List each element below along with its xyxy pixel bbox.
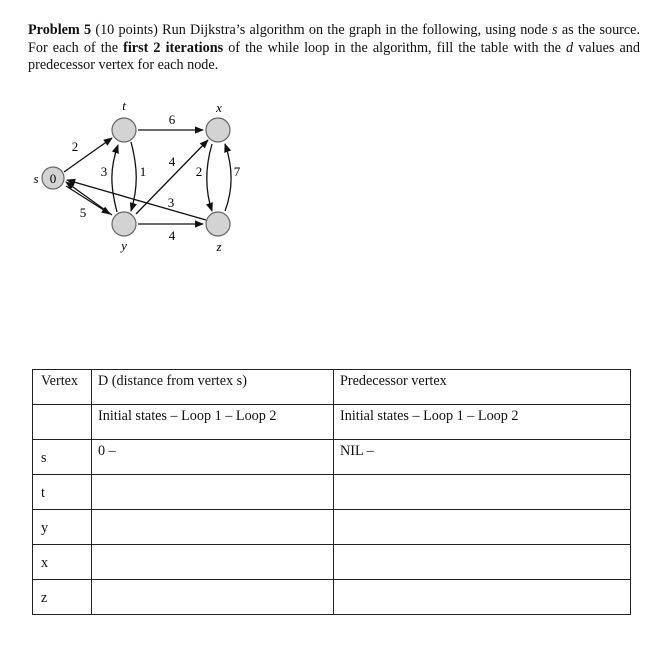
weight-y-x: 4	[168, 154, 176, 169]
problem-text-a: Run Dijkstra’s algorithm on the graph in the following, using node	[157, 22, 553, 38]
node-x-label: x	[216, 100, 222, 115]
predecessor-cell[interactable]	[334, 510, 630, 513]
distance-cell[interactable]: 0 –	[98, 443, 116, 459]
header-row	[33, 370, 631, 405]
vertex-cell: x	[41, 555, 49, 571]
predecessor-cell[interactable]	[334, 580, 630, 583]
table-row	[33, 510, 631, 545]
iterations-emphasis: first 2 iterations	[123, 39, 224, 56]
edge-y-t	[112, 145, 118, 212]
node-s-label: s	[33, 171, 39, 186]
node-t	[112, 118, 136, 142]
vertex-cell: y	[41, 520, 49, 536]
distance-cell[interactable]	[92, 545, 333, 548]
distance-cell[interactable]	[92, 510, 333, 513]
node-s-value: 0	[49, 171, 57, 186]
node-y-label: y	[121, 238, 127, 253]
node-x	[206, 118, 230, 142]
table-row	[33, 545, 631, 580]
problem-text-b: as the source. For each of the	[28, 22, 641, 56]
weight-t-y: 1	[139, 164, 147, 179]
node-z	[206, 212, 230, 236]
node-z-label: z	[216, 239, 222, 254]
weight-z-x: 7	[233, 164, 241, 179]
header-predecessor: Predecessor vertex	[340, 373, 447, 389]
subheader-vertex	[33, 405, 91, 408]
problem-label: Problem 5	[28, 22, 92, 38]
problem-text-d: values and predecessor vertex for each node.	[28, 39, 640, 73]
table-row	[33, 475, 631, 510]
table-row	[33, 440, 631, 475]
header-vertex: Vertex	[41, 373, 79, 389]
distance-cell[interactable]	[92, 580, 333, 583]
distance-cell[interactable]	[92, 475, 333, 478]
dijkstra-table	[32, 369, 631, 615]
vertex-cell: t	[41, 485, 45, 501]
weight-y-s: 3	[100, 164, 108, 179]
problem-points: (10 points)	[95, 22, 158, 38]
predecessor-cell[interactable]	[334, 475, 630, 478]
vertex-cell: z	[41, 590, 48, 606]
edge-z-x	[225, 144, 231, 211]
weight-t-x: 6	[168, 112, 176, 127]
node-t-label: t	[122, 98, 126, 113]
weight-s-t: 2	[71, 139, 79, 154]
predecessor-cell[interactable]: NIL –	[340, 443, 374, 459]
subheader-predecessor: Initial states – Loop 1 – Loop 2	[340, 408, 519, 424]
weight-z-s: 3	[167, 195, 175, 210]
edge-x-z	[207, 144, 212, 211]
subheader-distance: Initial states – Loop 1 – Loop 2	[98, 408, 277, 424]
header-distance: D (distance from vertex s)	[98, 373, 247, 389]
weight-x-z: 2	[195, 164, 203, 179]
vertex-cell: s	[41, 450, 47, 466]
node-y	[112, 212, 136, 236]
source-variable: s	[552, 22, 558, 38]
weight-y-z: 4	[168, 228, 176, 243]
predecessor-cell[interactable]	[334, 545, 630, 548]
subheader-row	[33, 405, 631, 440]
table-row	[33, 580, 631, 615]
edge-t-y	[131, 142, 136, 211]
problem-text-c: of the while loop in the algorithm, fill the table with the	[223, 39, 567, 56]
d-variable: d	[566, 39, 574, 56]
weight-s-y: 5	[79, 205, 87, 220]
